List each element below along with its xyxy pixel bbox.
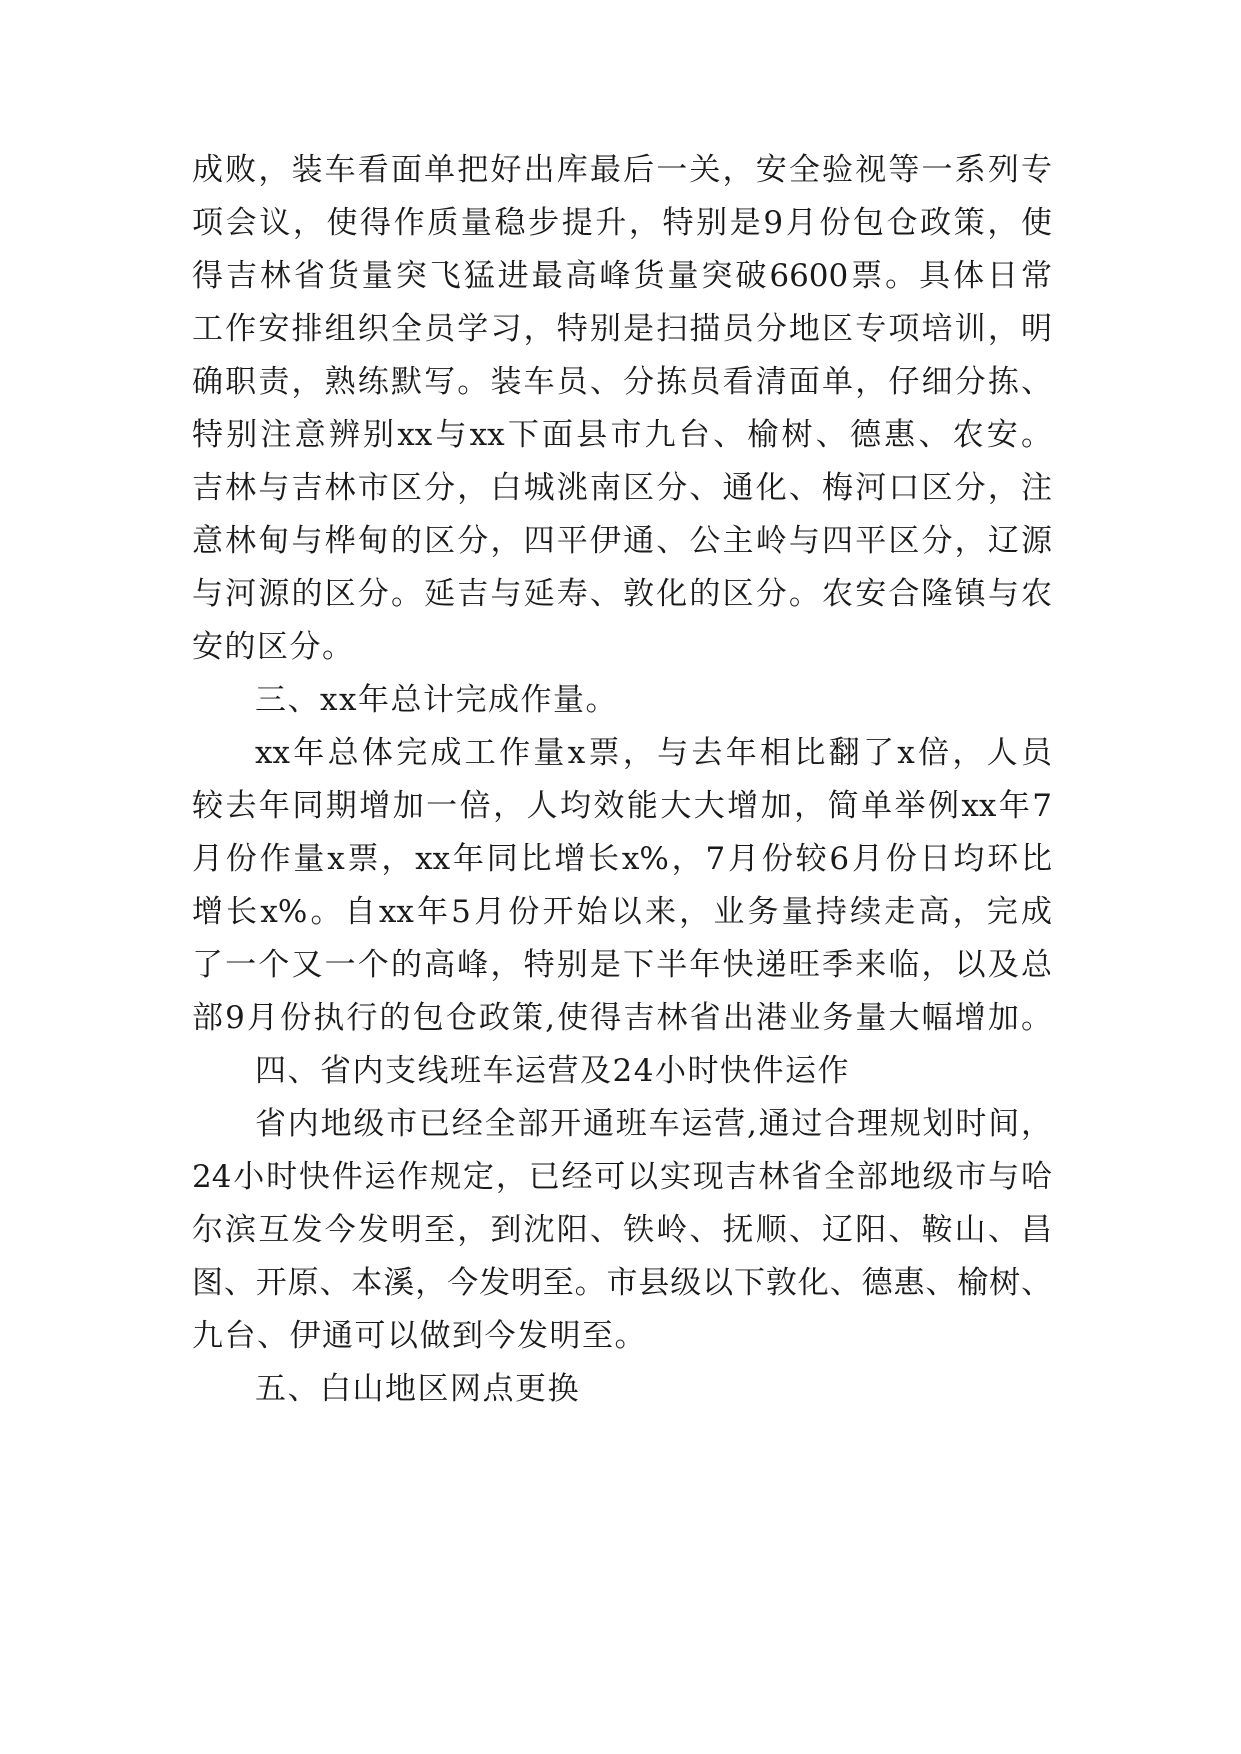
body-text-line: 特别注意辨别xx与xx下面县市九台、榆树、德惠、农安。 <box>192 417 1052 453</box>
body-text-line: 与河源的区分。延吉与延寿、敦化的区分。农安合隆镇与农 <box>192 576 1052 612</box>
section-heading: 三、xx年总计完成作量。 <box>255 682 618 718</box>
body-text-line: 尔滨互发今发明至，到沈阳、铁岭、抚顺、辽阳、鞍山、昌 <box>192 1212 1052 1248</box>
body-text-line: 九台、伊通可以做到今发明至。 <box>192 1318 647 1354</box>
body-text-line: 了一个又一个的高峰，特别是下半年快递旺季来临，以及总 <box>192 947 1052 983</box>
body-text-line: 增长x%。自xx年5月份开始以来，业务量持续走高，完成 <box>192 894 1052 930</box>
body-text-line: 安的区分。 <box>192 629 355 665</box>
body-text-line: 工作安排组织全员学习，特别是扫描员分地区专项培训，明 <box>192 311 1052 347</box>
body-text-line: 24小时快件运作规定，已经可以实现吉林省全部地级市与哈 <box>192 1159 1052 1195</box>
body-text-line: 图、开原、本溪，今发明至。市县级以下敦化、德惠、榆树、 <box>192 1265 1052 1301</box>
body-text-line: 部9月份执行的包仓政策,使得吉林省出港业务量大幅增加。 <box>192 1000 1052 1036</box>
section-heading: 五、白山地区网点更换 <box>255 1371 580 1407</box>
body-text-line: 得吉林省货量突飞猛进最高峰货量突破6600票。具体日常 <box>192 258 1052 294</box>
body-text-line: 确职责，熟练默写。装车员、分拣员看清面单，仔细分拣、 <box>192 364 1052 400</box>
body-text-line: xx年总体完成工作量x票，与去年相比翻了x倍，人员 <box>255 735 1052 771</box>
body-text-line: 较去年同期增加一倍，人均效能大大增加，简单举例xx年7 <box>192 788 1052 824</box>
body-text-line: 省内地级市已经全部开通班车运营,通过合理规划时间， <box>255 1106 1052 1142</box>
body-text-line: 意林甸与桦甸的区分，四平伊通、公主岭与四平区分，辽源 <box>192 523 1052 559</box>
body-text-line: 月份作量x票，xx年同比增长x%，7月份较6月份日均环比 <box>192 841 1052 877</box>
body-text-line: 成败，装车看面单把好出库最后一关，安全验视等一系列专 <box>192 152 1052 188</box>
body-text-line: 吉林与吉林市区分，白城洮南区分、通化、梅河口区分，注 <box>192 470 1052 506</box>
section-heading: 四、省内支线班车运营及24小时快件运作 <box>255 1053 850 1089</box>
body-text-line: 项会议，使得作质量稳步提升，特别是9月份包仓政策，使 <box>192 205 1052 241</box>
